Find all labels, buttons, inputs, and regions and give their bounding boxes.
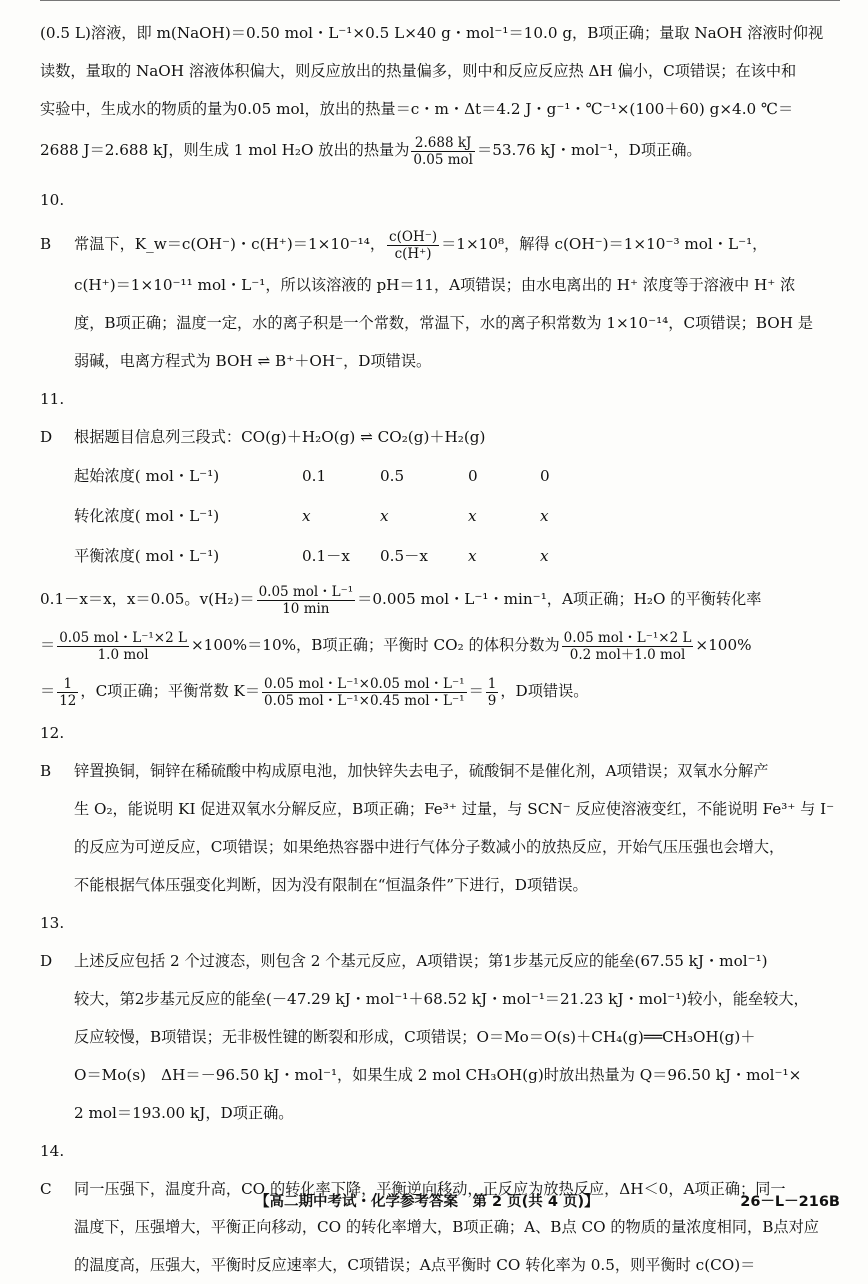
three-stage-table [40, 456, 840, 576]
denominator: 0.05 mol [413, 151, 473, 168]
text-fragment: ＝ [40, 636, 56, 654]
text-line [40, 904, 840, 980]
fraction [486, 676, 499, 709]
q10-answer [40, 178, 840, 380]
top-rule [40, 0, 840, 1]
text-fragment: ×100% [695, 636, 752, 654]
text-line: 不能根据气体压强变化判断，因为没有限制在“恒温条件”下进行，D项错误。 [74, 876, 588, 894]
numerator: 0.05 mol・L⁻¹×0.05 mol・L⁻¹ [264, 675, 465, 692]
text-line: 的反应为可逆反应，C项错误；如果绝热容器中进行气体分子数减小的放热反应，开始气压压强也会增大， [74, 838, 785, 856]
text-fragment: ＝1×10⁸，解得 c(OH⁻)＝1×10⁻³ mol・L⁻¹， [441, 235, 768, 253]
question-number: 10. B [40, 191, 65, 253]
denominator: 0.05 mol・L⁻¹×0.45 mol・L⁻¹ [264, 692, 465, 709]
text-fragment: 上述反应包括 2 个过渡态，则包含 2 个基元反应，A项错误；第1步基元反应的能垒(67.55 kJ・mol⁻¹) [74, 952, 768, 970]
table-cell: 0.1 [302, 467, 327, 485]
text-line: 较大，第2步基元反应的能垒(－47.29 kJ・mol⁻¹＋68.52 kJ・mol⁻¹＝21.23 kJ・mol⁻¹)较小，能垒较大， [74, 990, 809, 1008]
text-fragment: ＝53.76 kJ・mol⁻¹，D项正确。 [477, 141, 702, 159]
text-fragment: 0.1－x＝x，x＝0.05。v(H₂)＝ [40, 590, 255, 608]
denominator: 9 [487, 692, 497, 709]
question-number: 12. B [40, 724, 65, 780]
text-line: 生 O₂，能说明 KI 促进双氧水分解反应，B项正确；Fe³⁺ 过量，与 SCN⁻ 反应使溶液变红，不能说明 Fe³⁺ 与 I⁻ [74, 800, 835, 818]
numerator: 1 [57, 676, 78, 693]
table-row [40, 536, 840, 576]
table-cell: x [468, 507, 477, 525]
text-fragment: 锌置换铜，铜锌在稀硫酸中构成原电池，加快锌失去电子，硫酸铜不是催化剂，A项错误；双氧水分解产 [74, 762, 769, 780]
fraction [387, 229, 439, 262]
text-line: 度，B项正确；温度一定，水的离子积是一个常数，常温下，水的离子积常数为 1×10⁻¹⁴，C项错误；BOH 是 [74, 314, 813, 332]
text-line: 实验中，生成水的物质的量为0.05 mol，放出的热量＝c・m・Δt＝4.2 J・g⁻¹・℃⁻¹×(100＋60) g×4.0 ℃＝ [40, 100, 794, 118]
text-fragment: ＝ [40, 682, 56, 700]
numerator: 0.05 mol・L⁻¹ [258, 583, 354, 600]
table-cell: x [302, 507, 311, 525]
question-number: 11. D [40, 390, 65, 446]
table-cell: x [380, 507, 389, 525]
table-cell: 0 [540, 467, 550, 485]
row-label: 平衡浓度( mol・L⁻¹) [74, 547, 220, 565]
denominator: 12 [59, 692, 77, 709]
text-fragment: ，D项错误。 [500, 682, 589, 700]
fraction [57, 630, 189, 663]
text-fragment: 同一压强下，温度升高，CO 的转化率下降，平衡逆向移动，正反应为放热反应，ΔH＜0，A项正确；同一 [74, 1180, 786, 1198]
q9-continuation [40, 14, 840, 172]
text-fragment: 根据题目信息列三段式：CO(g)＋H₂O(g) ⇌ CO₂(g)＋H₂(g) [74, 428, 486, 446]
footer-page-info: 【高二期中考试・化学参考答案 第 2 页(共 4 页)】 [255, 1194, 599, 1210]
numerator: 0.05 mol・L⁻¹×2 L [59, 629, 187, 646]
text-line: 读数，量取的 NaOH 溶液体积偏大，则反应放出的热量偏多，则中和反应反应热 ΔH 偏小，C项错误；在该中和 [40, 62, 797, 80]
text-line: 的温度高，压强大，平衡时反应速率大，C项错误；A点平衡时 CO 转化率为 0.5，则平衡时 c(CO)＝ [74, 1256, 756, 1274]
question-number: 13. D [40, 914, 65, 970]
table-cell: 0 [468, 467, 478, 485]
denominator: 1.0 mol [97, 646, 149, 663]
text-fragment: ＝ [468, 682, 484, 700]
text-fragment: 常温下，K_w＝c(OH⁻)・c(H⁺)＝1×10⁻¹⁴， [74, 235, 386, 253]
text-line [40, 714, 840, 790]
text-line: 弱碱，电离方程式为 BOH ⇌ B⁺＋OH⁻，D项错误。 [74, 352, 432, 370]
text-line [40, 576, 840, 622]
text-line: O＝Mo(s) ΔH＝－96.50 kJ・mol⁻¹，如果生成 2 mol CH₃OH(g)时放出热量为 Q＝96.50 kJ・mol⁻¹× [74, 1066, 802, 1084]
row-label: 起始浓度( mol・L⁻¹) [74, 467, 220, 485]
text-line: (0.5 L)溶液，即 m(NaOH)＝0.50 mol・L⁻¹×0.5 L×40 g・mol⁻¹＝10.0 g，B项正确；量取 NaOH 溶液时仰视 [40, 24, 824, 42]
table-row [40, 496, 840, 536]
answer-page [40, 14, 840, 1284]
text-line [40, 128, 840, 172]
text-fragment: ，C项正确；平衡常数 K＝ [80, 682, 261, 700]
table-cell: 0.5 [380, 467, 405, 485]
text-line [40, 668, 840, 714]
fraction [57, 676, 78, 709]
text-line [40, 380, 840, 456]
fraction [411, 135, 475, 168]
numerator: 2.688 kJ [411, 135, 475, 152]
text-line: 反应较慢，B项错误；无非极性键的断裂和形成，C项错误；O＝Mo＝O(s)＋CH₄(g)══CH₃OH(g)＋ [74, 1028, 756, 1046]
fraction [257, 584, 356, 617]
q13-answer [40, 904, 840, 1132]
question-number: 14. C [40, 1142, 65, 1198]
text-fragment: ＝0.005 mol・L⁻¹・min⁻¹，A项正确；H₂O 的平衡转化率 [357, 590, 762, 608]
q11-answer [40, 380, 840, 714]
numerator: 1 [487, 675, 497, 692]
text-fragment: ×100%＝10%，B项正确；平衡时 CO₂ 的体积分数为 [190, 636, 560, 654]
text-line [40, 622, 840, 668]
fraction [262, 676, 467, 709]
table-cell: x [540, 547, 549, 565]
text-fragment: 2688 J＝2.688 kJ，则生成 1 mol H₂O 放出的热量为 [40, 141, 410, 159]
numerator: c(OH⁻) [389, 228, 438, 245]
text-line [40, 178, 840, 266]
denominator: 0.2 mol＋1.0 mol [569, 646, 686, 663]
numerator: 0.05 mol・L⁻¹×2 L [563, 629, 692, 646]
footer-code: 26－L－216B [740, 1194, 840, 1210]
text-line: c(H⁺)＝1×10⁻¹¹ mol・L⁻¹，所以该溶液的 pH＝11，A项错误；由水电离出的 H⁺ 浓度等于溶液中 H⁺ 浓 [74, 276, 796, 294]
denominator: c(H⁺) [394, 245, 432, 262]
q12-answer [40, 714, 840, 904]
table-cell: x [540, 507, 549, 525]
text-line: 2 mol＝193.00 kJ，D项正确。 [74, 1104, 294, 1122]
denominator: 10 min [282, 600, 330, 617]
table-cell: x [468, 547, 477, 565]
row-label: 转化浓度( mol・L⁻¹) [74, 507, 220, 525]
table-cell: 0.1－x [302, 547, 350, 565]
table-cell: 0.5－x [380, 547, 428, 565]
text-line: 温度下，压强增大，平衡正向移动，CO 的转化率增大，B项正确；A、B点 CO 的物质的量浓度相同，B点对应 [74, 1218, 819, 1236]
fraction [562, 630, 694, 663]
table-row [40, 456, 840, 496]
